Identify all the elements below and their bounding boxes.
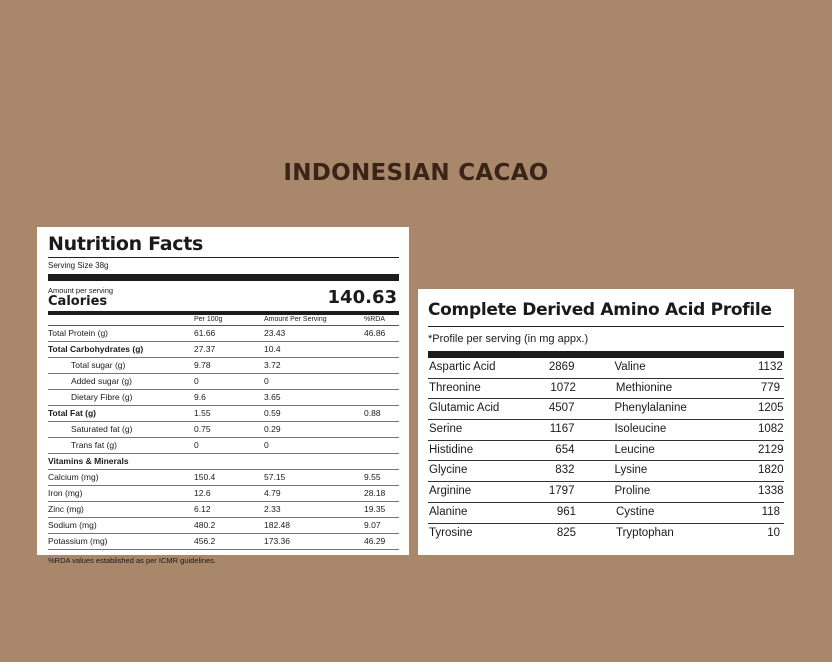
nutrition-facts-panel	[37, 227, 409, 565]
amino-acid-value: 118	[761, 505, 780, 518]
nutrition-row	[48, 518, 399, 534]
amino-acid-value: 1167	[549, 423, 575, 436]
rda-value: 46.29	[364, 536, 386, 546]
amino-acid-value: 10	[767, 526, 780, 539]
amino-acid-value: 1082	[758, 423, 784, 436]
amino-acid-value: 779	[760, 381, 780, 394]
rda-value: 9.55	[364, 472, 381, 482]
rda-value	[364, 454, 399, 469]
per-serving-value	[264, 454, 364, 469]
rda-value: 28.18	[364, 488, 386, 498]
amino-acid-table	[428, 358, 784, 543]
thick-divider	[428, 351, 784, 358]
per-serving-value: 182.48	[264, 520, 290, 530]
nutrient-name: Total Carbohydrates (g)	[48, 344, 144, 354]
nutrition-row	[48, 374, 399, 390]
amino-acid-row	[428, 379, 784, 400]
nutrient-name: Sodium (mg)	[48, 520, 97, 530]
nutrient-name: Calcium (mg)	[48, 472, 99, 482]
amino-acid-name: Histidine	[429, 443, 474, 456]
nutrition-row	[48, 534, 399, 550]
amino-acid-name: Cystine	[616, 505, 655, 518]
serving-size: Serving Size 38g	[48, 257, 399, 272]
amount-per-serving-label: Amount per serving	[48, 286, 114, 295]
per-serving-value: 23.43	[264, 328, 286, 338]
amino-acid-value: 2869	[548, 361, 575, 373]
amino-acid-row	[428, 399, 784, 420]
per-serving-value: 0	[264, 376, 269, 386]
nutrition-row	[48, 486, 399, 502]
nutrient-name: Iron (mg)	[48, 488, 83, 498]
amino-acid-name: Isoleucine	[614, 423, 667, 436]
amino-acid-name: Aspartic Acid	[429, 361, 496, 373]
page-title: INDONESIAN CACAO	[283, 160, 549, 186]
amino-acid-value: 2129	[758, 443, 784, 456]
per-serving-value: 2.33	[264, 504, 281, 514]
per-serving-value: 0	[264, 440, 269, 450]
per-serving-value: 3.65	[264, 392, 281, 402]
per-100g-value: 9.6	[194, 392, 206, 402]
rda-value	[364, 422, 399, 437]
per-100g-value: 6.12	[194, 504, 211, 514]
per-100g-value: 1.55	[194, 408, 211, 418]
rda-value	[364, 374, 399, 389]
amino-acid-name: Tryptophan	[616, 526, 674, 539]
nutrient-name: Potassium (mg)	[48, 536, 108, 546]
amino-acid-row	[428, 461, 784, 482]
amino-acid-heading: Complete Derived Amino Acid Profile	[428, 300, 772, 320]
per-100g-value: 61.66	[194, 328, 216, 338]
nutrient-name: Vitamins & Minerals	[48, 456, 129, 466]
per-100g-value: 150.4	[194, 472, 216, 482]
rda-value	[364, 390, 399, 405]
per-100g-value	[194, 454, 264, 469]
nutrition-row	[48, 358, 399, 374]
column-header-name	[48, 315, 194, 325]
per-100g-value: 0	[194, 440, 199, 450]
nutrition-table-header	[48, 315, 399, 326]
nutrition-row	[48, 326, 399, 342]
amino-acid-name: Glutamic Acid	[429, 402, 500, 415]
rda-value	[364, 358, 399, 373]
amino-acid-value: 1205	[758, 402, 784, 415]
amino-acid-name: Threonine	[429, 381, 481, 394]
amino-acid-value: 1797	[548, 485, 575, 498]
nutrition-row	[48, 438, 399, 454]
column-header-rda: %RDA	[364, 316, 386, 323]
amino-acid-name: Arginine	[429, 485, 472, 498]
rda-value	[364, 342, 399, 357]
per-100g-value: 27.37	[194, 344, 216, 354]
amino-acid-value: 825	[556, 526, 576, 539]
amino-acid-value: 654	[555, 443, 575, 456]
per-100g-value: 480.2	[194, 520, 216, 530]
amino-acid-value: 1072	[550, 381, 576, 394]
nutrition-row	[48, 470, 399, 486]
amino-acid-panel	[418, 289, 794, 555]
heading-rule	[428, 326, 784, 327]
amino-acid-name: Methionine	[615, 381, 673, 394]
nutrient-name: Total sugar (g)	[71, 360, 126, 370]
per-serving-value: 0.59	[264, 408, 281, 418]
amino-acid-row	[428, 441, 784, 462]
nutrient-name: Zinc (mg)	[48, 504, 84, 514]
calories-label: Calories	[48, 294, 108, 309]
amino-acid-name: Leucine	[614, 443, 655, 456]
amino-acid-name: Phenylalanine	[614, 402, 687, 415]
per-100g-value: 9.78	[194, 360, 211, 370]
profile-note: *Profile per serving (in mg appx.)	[428, 333, 589, 345]
amino-acid-row	[428, 524, 784, 544]
amino-acid-row	[428, 503, 784, 524]
amino-acid-row	[428, 482, 784, 503]
column-header-per-100g: Per 100g	[194, 316, 223, 323]
nutrient-name: Saturated fat (g)	[71, 424, 133, 434]
amino-acid-name: Serine	[429, 423, 463, 436]
amino-acid-row	[428, 420, 784, 441]
amino-acid-name: Glycine	[429, 464, 468, 477]
amino-acid-row	[428, 358, 784, 379]
per-serving-value: 57.15	[264, 472, 286, 482]
calories-row	[48, 281, 399, 311]
nutrient-name: Added sugar (g)	[71, 376, 132, 386]
nutrition-row	[48, 454, 399, 470]
calories-value: 140.63	[327, 287, 397, 308]
per-100g-value: 456.2	[194, 536, 216, 546]
nutrition-row	[48, 502, 399, 518]
rda-footnote: %RDA values established as per ICMR guidelines.	[48, 556, 216, 565]
nutrient-name: Dietary Fibre (g)	[71, 392, 133, 402]
rda-value: 0.88	[364, 408, 381, 418]
nutrient-name: Trans fat (g)	[71, 440, 117, 450]
amino-acid-value: 1820	[758, 464, 784, 477]
nutrition-row	[48, 390, 399, 406]
per-serving-value: 10.4	[264, 344, 281, 354]
per-serving-value: 0.29	[264, 424, 281, 434]
nutrition-row	[48, 342, 399, 358]
amino-acid-name: Alanine	[429, 505, 468, 518]
per-serving-value: 4.79	[264, 488, 281, 498]
per-100g-value: 12.6	[194, 488, 211, 498]
per-serving-value: 3.72	[264, 360, 281, 370]
amino-acid-value: 961	[556, 505, 576, 518]
amino-acid-value: 1132	[758, 361, 783, 373]
amino-acid-value: 1338	[758, 485, 784, 498]
amino-acid-name: Proline	[614, 485, 651, 498]
nutrition-facts-heading: Nutrition Facts	[48, 233, 204, 255]
rda-value	[364, 438, 399, 453]
nutrition-row	[48, 422, 399, 438]
rda-value: 46.86	[364, 328, 386, 338]
per-100g-value: 0.75	[194, 424, 211, 434]
rda-value: 9.07	[364, 520, 381, 530]
thick-divider	[48, 274, 399, 281]
amino-acid-value: 4507	[548, 402, 575, 415]
nutrition-row	[48, 406, 399, 422]
nutrient-name: Total Fat (g)	[48, 408, 96, 418]
column-header-per-serving: Amount Per Serving	[264, 316, 327, 323]
nutrition-table-body	[48, 326, 399, 550]
per-serving-value: 173.36	[264, 536, 290, 546]
rda-value: 19.35	[364, 504, 386, 514]
amino-acid-value: 832	[555, 464, 575, 477]
amino-acid-name: Tyrosine	[429, 526, 473, 539]
per-100g-value: 0	[194, 376, 199, 386]
amino-acid-name: Valine	[614, 361, 646, 373]
amino-acid-name: Lysine	[614, 464, 648, 477]
nutrient-name: Total Protein (g)	[48, 328, 108, 338]
